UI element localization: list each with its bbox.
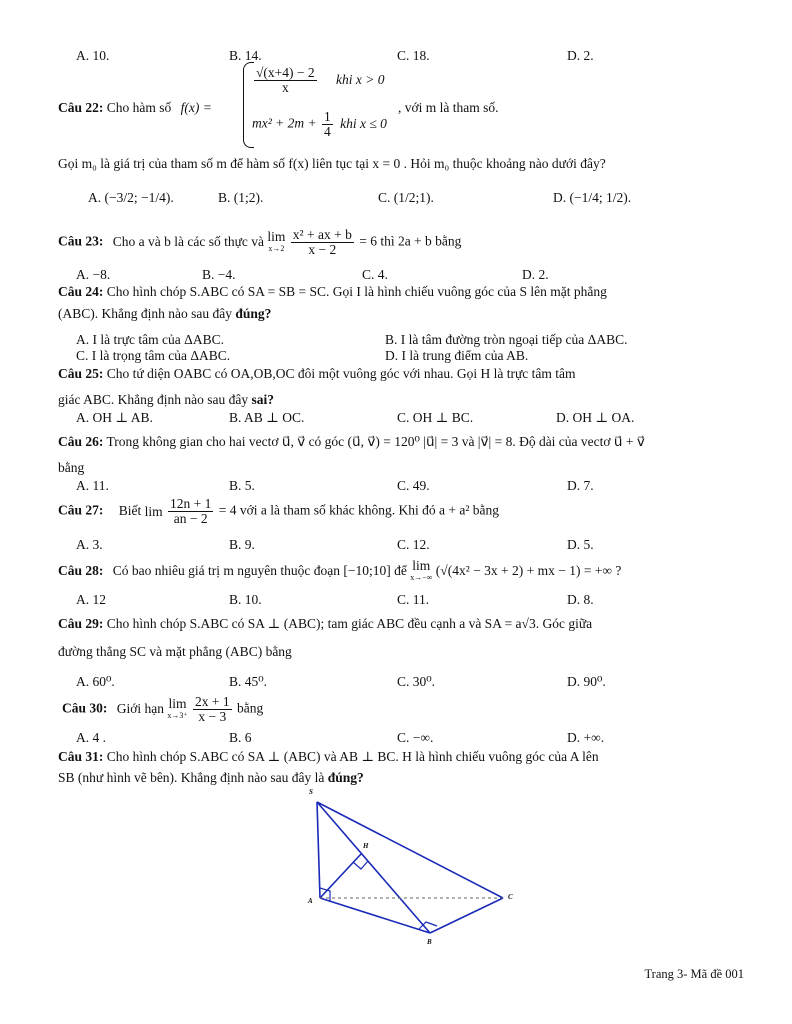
q22-option-d: D. (−1/4; 1/2).	[553, 190, 632, 205]
label-c: C	[508, 893, 513, 901]
q25-line2: giác ABC. Khẳng định nào sau đây sai?	[58, 392, 274, 407]
edge-sc	[317, 802, 503, 898]
q23-den: x − 2	[308, 242, 337, 257]
q24-label: Câu 24:	[58, 284, 104, 299]
edge-bc	[430, 898, 503, 933]
q28-text-a: Có bao nhiêu giá trị m nguyên thuộc đoạn [−10;10] để	[112, 563, 407, 579]
label-h: H	[363, 842, 369, 850]
q27-limit: lim	[144, 503, 163, 519]
q28-expr: (√(4x² − 3x + 2) + mx − 1) = +∞ ?	[435, 563, 622, 579]
q22-tail: , với m là tham số.	[398, 100, 499, 115]
q22-option-a: A. (−3/2; −1/4).	[88, 190, 174, 205]
q27-text-a: Biết	[118, 502, 142, 518]
q30-option-c: C. −∞.	[397, 730, 434, 745]
q29-option-c: C. 30⁰.	[397, 674, 436, 689]
q22-case1-den: x	[281, 80, 289, 95]
q22-stem	[58, 100, 212, 116]
q30-option-d: D. +∞.	[567, 730, 605, 745]
q26-label: Câu 26:	[58, 434, 104, 449]
q23-text-b: = 6 thì 2a + b bằng	[359, 233, 462, 249]
q23-option-b: B. −4.	[202, 267, 236, 282]
q21-option-c: C. 18.	[397, 48, 430, 63]
label-b: B	[427, 938, 432, 946]
q22-option-c: C. (1/2;1).	[378, 190, 434, 205]
q23-stem	[58, 228, 461, 257]
label-a: A	[308, 897, 313, 905]
q31-line1-text: Cho hình chóp S.ABC có SA ⊥ (ABC) và AB ⊥ BC. H là hình chiếu vuông góc của A lên	[106, 749, 599, 764]
q22-label: Câu 22:	[58, 100, 104, 115]
q22-case2-frac-num: 1	[324, 109, 331, 124]
q28-option-d: D. 8.	[567, 592, 594, 607]
q25-option-d: D. OH ⊥ OA.	[556, 410, 635, 425]
q31-line2: SB (như hình vẽ bên). Khẳng định nào sau đây là đúng?	[58, 770, 364, 785]
q30-option-b: B. 6	[229, 730, 252, 745]
q24-option-a: A. I là trực tâm của ΔABC.	[76, 332, 224, 347]
q25-label: Câu 25:	[58, 366, 104, 381]
q21-option-d: D. 2.	[567, 48, 594, 63]
q22-question: Gọi m₀ là giá trị của tham số m để hàm số f(x) liên tục tại x = 0 . Hỏi m₀ thuộc khoảng nào dưới đây?	[58, 156, 606, 171]
q27-num: 12n + 1	[170, 496, 212, 511]
q28-label: Câu 28:	[58, 563, 104, 579]
q23-text-a: Cho a và b là các số thực và	[112, 233, 265, 249]
q25-line1	[58, 366, 746, 382]
label-s: S	[309, 788, 313, 796]
q22-case1-num: √(x+4) − 2	[256, 65, 315, 80]
q28-stem	[58, 560, 621, 584]
q26-option-b: B. 5.	[229, 478, 255, 493]
q21-option-a: A. 10.	[76, 48, 110, 63]
edge-sa	[317, 802, 320, 898]
q31-emphasis: đúng?	[327, 770, 364, 785]
q27-option-c: C. 12.	[397, 537, 430, 552]
q24-option-c: C. I là trọng tâm của ΔABC.	[76, 348, 231, 363]
q23-num: x² + ax + b	[292, 227, 352, 242]
q24-option-b: B. I là tâm đường tròn ngoại tiếp của ΔABC.	[385, 332, 628, 347]
q22-fx: f(x) =	[180, 100, 212, 115]
q26-option-d: D. 7.	[567, 478, 594, 493]
q23-limit: lim x→2	[267, 228, 286, 253]
q26-line2: bằng	[58, 460, 85, 475]
q26-line1	[58, 434, 746, 450]
q30-stem	[62, 695, 263, 724]
q27-option-a: A. 3.	[76, 537, 103, 552]
q23-option-d: D. 2.	[522, 267, 549, 282]
q31-line1	[58, 749, 746, 765]
q30-option-a: A. 4 .	[76, 730, 106, 745]
q25-emphasis: sai?	[251, 392, 274, 407]
q21-option-b: B. 14.	[229, 48, 262, 63]
q28-limit: lim x→−∞	[410, 558, 433, 582]
q22-case2	[252, 110, 387, 139]
q24-line1-text: Cho hình chóp S.ABC có SA = SB = SC. Gọi I là hình chiếu vuông góc của S lên mặt phẳng	[106, 284, 607, 299]
right-angle-a	[320, 888, 330, 901]
q24-option-d: D. I là trung điểm của AB.	[385, 348, 529, 363]
q29-option-b: B. 45⁰.	[229, 674, 268, 689]
q23-option-c: C. 4.	[362, 267, 388, 282]
q28-option-a: A. 12	[76, 592, 106, 607]
q30-text-b: bằng	[237, 700, 264, 716]
q24-line1	[58, 284, 746, 300]
q25-line1-text: Cho tứ diện OABC có OA,OB,OC đôi một vuông góc với nhau. Gọi H là trực tâm tâm	[106, 366, 576, 381]
q23-label: Câu 23:	[58, 233, 104, 249]
q27-label: Câu 27:	[58, 502, 104, 518]
q28-option-b: B. 10.	[229, 592, 262, 607]
q25-option-a: A. OH ⊥ AB.	[76, 410, 153, 425]
segment-ah	[320, 854, 361, 898]
q27-text-b: = 4 với a là tham số khác không. Khi đó a + a² bằng	[218, 502, 500, 518]
q22-case2-cond: khi x ≤ 0	[340, 115, 387, 131]
q31-label: Câu 31:	[58, 749, 104, 764]
q22-case1	[252, 66, 385, 95]
q27-stem	[58, 497, 499, 526]
q30-text-a: Giới hạn	[116, 700, 165, 716]
q22-option-b: B. (1;2).	[218, 190, 264, 205]
q27-option-b: B. 9.	[229, 537, 255, 552]
q25-option-c: C. OH ⊥ BC.	[397, 410, 474, 425]
q22-case2-expr: mx² + 2m +	[252, 115, 317, 131]
q26-line1-text: Trong không gian cho hai vectơ u⃗, v⃗ có góc (u⃗, v⃗) = 120⁰ |u⃗| = 3 và |v⃗| = 8. Độ dài của vectơ u⃗ + v⃗	[106, 434, 645, 449]
q29-line1-text: Cho hình chóp S.ABC có SA ⊥ (ABC); tam giác ABC đều cạnh a và SA = a√3. Góc giữa	[106, 616, 593, 631]
q29-option-a: A. 60⁰.	[76, 674, 115, 689]
q24-emphasis: đúng?	[235, 306, 272, 321]
q29-line2: đường thẳng SC và mặt phẳng (ABC) bằng	[58, 644, 292, 659]
q29-option-d: D. 90⁰.	[567, 674, 606, 689]
q29-label: Câu 29:	[58, 616, 104, 631]
q24-line2: (ABC). Khẳng định nào sau đây đúng?	[58, 306, 272, 321]
q23-option-a: A. −8.	[76, 267, 111, 282]
q22-case1-cond: khi x > 0	[336, 71, 385, 87]
q30-den: x − 3	[198, 709, 227, 724]
q26-option-a: A. 11.	[76, 478, 109, 493]
q30-limit: lim x→3⁺	[167, 695, 188, 720]
edge-ab	[320, 898, 430, 933]
q29-line1	[58, 616, 746, 632]
q27-option-d: D. 5.	[567, 537, 594, 552]
q25-option-b: B. AB ⊥ OC.	[229, 410, 305, 425]
right-angle-b	[419, 922, 437, 929]
q26-option-c: C. 49.	[397, 478, 430, 493]
edge-sb	[317, 802, 430, 933]
q27-den: an − 2	[173, 511, 208, 526]
right-angle-h	[353, 861, 368, 869]
q30-label: Câu 30:	[62, 700, 108, 716]
q22-case2-frac-den: 4	[324, 124, 331, 139]
q30-num: 2x + 1	[195, 694, 230, 709]
page-footer: Trang 3- Mã đề 001	[644, 967, 744, 981]
q28-option-c: C. 11.	[397, 592, 430, 607]
q22-intro: Cho hàm số	[106, 100, 172, 115]
